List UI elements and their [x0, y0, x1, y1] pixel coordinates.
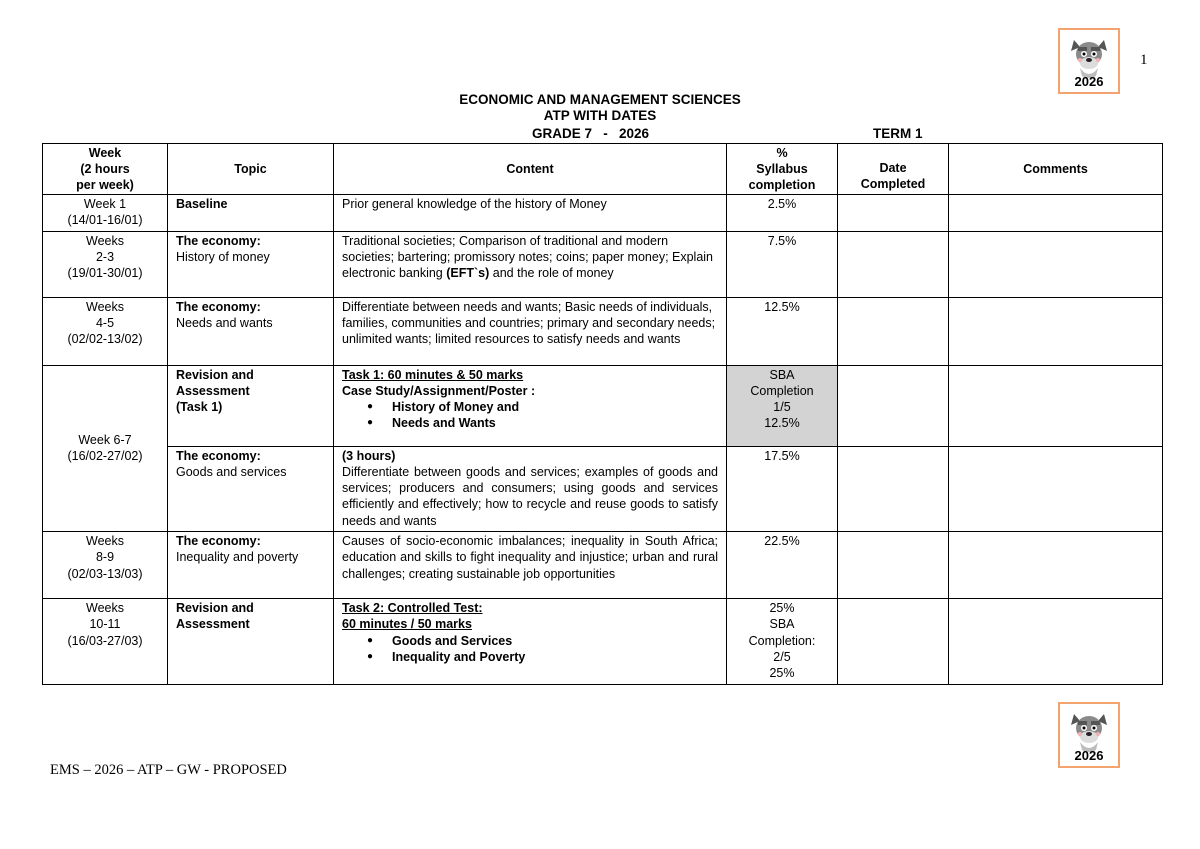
table-row — [43, 231, 1163, 297]
logo-top — [1058, 28, 1120, 94]
percent-cell: 12.5% — [727, 297, 838, 365]
page-number: 1 — [1140, 52, 1148, 68]
week-cell: Week 6-7 (16/02-27/02) — [43, 365, 168, 531]
comments-cell[interactable] — [949, 231, 1163, 297]
document-subtitle: ATP WITH DATES — [543, 108, 657, 123]
comments-cell[interactable] — [949, 365, 1163, 446]
comments-cell[interactable] — [949, 599, 1163, 684]
week-cell: Weeks 2-3 (19/01-30/01) — [43, 231, 168, 297]
percent-cell: 7.5% — [727, 231, 838, 297]
table-row — [43, 195, 1163, 232]
table-row — [43, 297, 1163, 365]
list-item: ● History of Money and — [392, 399, 718, 415]
date-cell[interactable] — [838, 195, 949, 232]
content-cell: Differentiate between needs and wants; Basic needs of individuals, families, communities and countries; primary and secondary needs; unlimited wants; limited resources to satisfy needs and wants — [334, 297, 727, 365]
topic-cell: The economy: History of money — [168, 231, 334, 297]
table-row — [43, 365, 1163, 446]
logo-year: 2026 — [1074, 748, 1104, 763]
date-cell[interactable] — [838, 365, 949, 446]
content-cell: Causes of socio-economic imbalances; inequality in South Africa; education and skills to fight inequality and injustice; urban and rural challenges; creating sustainable job opportunities — [334, 532, 727, 599]
logo-year: 2026 — [1074, 74, 1104, 89]
percent-cell: 22.5% — [727, 532, 838, 599]
date-cell[interactable] — [838, 532, 949, 599]
week-cell: Weeks 10-11 (16/03-27/03) — [43, 599, 168, 684]
header-comments: Comments — [949, 144, 1163, 195]
sba-cell: 25% SBA Completion: 2/5 25% — [727, 599, 838, 684]
date-cell[interactable] — [838, 446, 949, 531]
comments-cell[interactable] — [949, 195, 1163, 232]
content-cell: Task 1: 60 minutes & 50 marks Case Study/Assignment/Poster : ● History of Money and ● Needs and Wants — [334, 365, 727, 446]
table-header-row — [43, 144, 1163, 195]
content-cell: Task 2: Controlled Test: 60 minutes / 50 marks ● Goods and Services ● Inequality and Poverty — [334, 599, 727, 684]
term-label: TERM 1 — [873, 126, 923, 141]
topic-cell: Baseline — [168, 195, 334, 232]
percent-cell: 2.5% — [727, 195, 838, 232]
header-content: Content — [334, 144, 727, 195]
week-cell: Weeks 8-9 (02/03-13/03) — [43, 532, 168, 599]
topic-cell: The economy: Needs and wants — [168, 297, 334, 365]
sba-cell: SBA Completion 1/5 12.5% — [727, 365, 838, 446]
date-cell[interactable] — [838, 599, 949, 684]
content-cell: (3 hours) Differentiate between goods and services; examples of goods and services; producers and consumers; using goods and services efficiently and effectively; how to recycle and reuse goods to satisfy needs and wants — [334, 446, 727, 531]
footer-text: EMS – 2026 – ATP – GW - PROPOSED — [50, 762, 287, 778]
topic-cell: The economy: Inequality and poverty — [168, 532, 334, 599]
header-date-completed: Date Completed — [838, 144, 949, 195]
header-topic: Topic — [168, 144, 334, 195]
comments-cell[interactable] — [949, 297, 1163, 365]
task-title: Task 1: 60 minutes & 50 marks — [342, 367, 524, 382]
table-row — [43, 532, 1163, 599]
task-bullet-list — [342, 399, 718, 432]
content-cell: Traditional societies; Comparison of traditional and modern societies; bartering; promissory notes; coins; paper money; Explain electronic banking (EFT`s) and the role of money — [334, 231, 727, 297]
header-syllabus: % Syllabus completion — [727, 144, 838, 195]
week-cell: Week 1 (14/01-16/01) — [43, 195, 168, 232]
list-item: ● Inequality and Poverty — [392, 649, 718, 665]
topic-cell: The economy: Goods and services — [168, 446, 334, 531]
list-item: ● Needs and Wants — [392, 415, 718, 431]
table-row — [43, 599, 1163, 684]
percent-cell: 17.5% — [727, 446, 838, 531]
comments-cell[interactable] — [949, 532, 1163, 599]
logo-bottom — [1058, 702, 1120, 768]
document-title: ECONOMIC AND MANAGEMENT SCIENCES — [459, 92, 741, 107]
header-week: Week (2 hours per week) — [43, 144, 168, 195]
table-row — [43, 446, 1163, 531]
week-cell: Weeks 4-5 (02/02-13/02) — [43, 297, 168, 365]
topic-cell: Revision and Assessment (Task 1) — [168, 365, 334, 446]
task-title: Task 2: Controlled Test: — [342, 601, 483, 616]
topic-cell: Revision and Assessment — [168, 599, 334, 684]
date-cell[interactable] — [838, 297, 949, 365]
content-cell: Prior general knowledge of the history of Money — [334, 195, 727, 232]
atp-table — [42, 143, 1163, 685]
date-cell[interactable] — [838, 231, 949, 297]
grade-label: GRADE 7 - 2026 — [532, 126, 650, 141]
comments-cell[interactable] — [949, 446, 1163, 531]
list-item: ● Goods and Services — [392, 633, 718, 649]
task-bullet-list — [342, 633, 718, 666]
